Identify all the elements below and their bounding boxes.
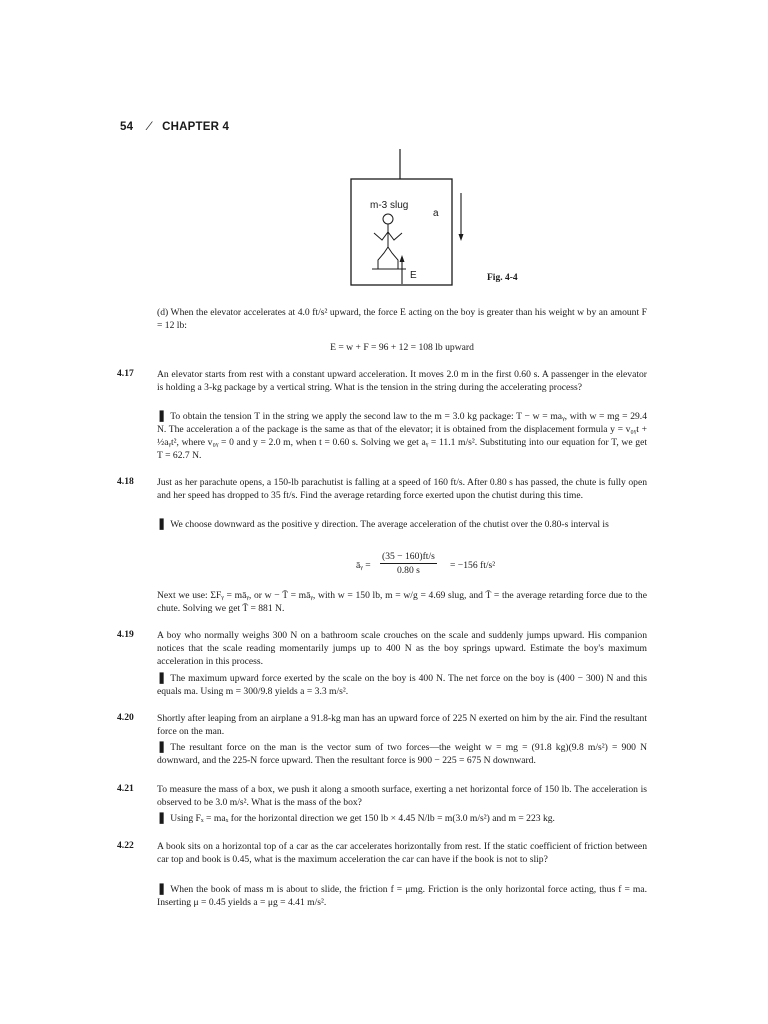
problem-solution <box>157 812 647 825</box>
page-header <box>120 121 229 133</box>
solution-marker: ❚ <box>157 410 167 422</box>
problem-question: Shortly after leaping from an airplane a 91.8-kg man has an upward force of 225 N exerted on him by the air. Find the resultant force on the man. <box>157 713 647 737</box>
solution-marker: ❚ <box>157 518 167 530</box>
problem-number: 4.18 <box>117 476 134 487</box>
solution-text: To obtain the tension T in the string we apply the second law to the m = 3.0 kg package: T − w = maᵧ, with w = mg = 29.4 N. The acceleration a of the package is the same as that of the elevator; it is obtained from the displacement formula y = v₀ᵧt + ½aᵧt², where v₀ᵧ = 0 and y = 2.0 m, when t = 0.60 s. Solving we get aᵧ = 11.1 m/s². Substituting into our equation for T, we get T = 62.7 N. <box>157 411 647 461</box>
boy-head <box>383 214 393 224</box>
equation-denominator: 0.80 s <box>396 565 420 576</box>
problem-question: Just as her parachute opens, a 150-lb parachutist is falling at a speed of 160 ft/s. After 0.80 s has passed, the chute is fully open and her speed has dropped to 35 ft/s. Find the average retarding force exerted upon the chutist during this time. <box>157 477 647 501</box>
problem-question: A book sits on a horizontal top of a car as the car accelerates horizontally from rest. If the static coefficient of friction between car top and book is 0.45, what is the maximum acceleration the car can have if the book is not to slip? <box>157 841 647 865</box>
solution-text: The resultant force on the man is the vector sum of two forces—the weight w = mg = (91.8 kg)(9.8 m/s²) = 900 N downward, and the 225-N force upward. Then the resultant force is 900 − 225 = 675 N downward. <box>157 742 647 766</box>
accel-label: a <box>433 208 439 219</box>
problem-solution <box>157 672 647 698</box>
mass-label: m-3 slug <box>370 200 409 211</box>
problem-number: 4.17 <box>117 368 134 379</box>
equation-rhs: = −156 ft/s² <box>450 560 496 571</box>
part-d-text: (d) When the elevator accelerates at 4.0 ft/s² upward, the force E acting on the boy is greater than his weight w by an amount F = 12 lb: <box>157 307 647 331</box>
problem-number: 4.21 <box>117 783 134 794</box>
problem-question: An elevator starts from rest with a constant upward acceleration. It moves 2.0 m in the first 0.60 s. A passenger in the elevator is holding a 3-kg package by a vertical string. What is the tension in the string during the accelerating process? <box>157 369 647 393</box>
chapter-title: CHAPTER 4 <box>162 121 230 133</box>
solution-text: Using Fₓ = maₓ for the horizontal direction we get 150 lb × 4.45 N/lb = m(3.0 m/s²) and m = 223 kg. <box>170 813 555 824</box>
part-d-equation: E = w + F = 96 + 12 = 108 lb upward <box>330 342 474 353</box>
solution-text: The maximum upward force exerted by the scale on the boy is 400 N. The net force on the boy is (400 − 300) N and this equals ma. Using m = 300/9.8 yields a = 3.3 m/s². <box>157 673 647 697</box>
problem-number: 4.22 <box>117 840 134 851</box>
boy-legs <box>378 247 398 269</box>
problem-solution <box>157 410 647 462</box>
solution-text: We choose downward as the positive y direction. The average acceleration of the chutist over the 0.80-s interval is <box>170 519 609 530</box>
force-arrowhead-E <box>400 255 405 262</box>
equation-fraction <box>380 551 437 576</box>
problem-solution <box>157 883 647 909</box>
solution-text: When the book of mass m is about to slide, the friction f = μmg. Friction is the only horizontal force acting, thus f = ma. Inserting μ = 0.45 yields a = μg = 4.41 m/s². <box>157 884 647 908</box>
force-label: E <box>410 270 417 281</box>
problem-number: 4.20 <box>117 712 134 723</box>
problem-solution: Next we use: ΣFᵧ = māᵧ, or w − T̄ = māᵧ, with w = 150 lb, m = w/g = 4.69 slug, and T̄ = the average retarding force due to the chute. Solving we get T̄ = 881 N. <box>157 590 647 614</box>
solution-marker: ❚ <box>157 672 167 684</box>
elevator-figure <box>330 145 480 287</box>
accel-arrowhead <box>459 234 464 241</box>
problem-question: A boy who normally weighs 300 N on a bathroom scale crouches on the scale and suddenly jumps upward. His companion notices that the scale reading momentarily jumps up to 400 N as the boy springs upward. Estimate the boy's maximum acceleration in this process. <box>157 630 647 667</box>
figure-caption: Fig. 4-4 <box>487 273 518 283</box>
equation-lhs: āᵧ = <box>356 560 371 571</box>
header-separator: ⁄ <box>148 121 151 133</box>
equation-numerator: (35 − 160)ft/s <box>382 551 435 562</box>
solution-marker: ❚ <box>157 883 167 895</box>
problem-number: 4.19 <box>117 629 134 640</box>
solution-marker: ❚ <box>157 741 167 753</box>
problem-solution <box>157 741 647 767</box>
problem-solution-intro <box>157 518 647 531</box>
problem-question: To measure the mass of a box, we push it along a smooth surface, exerting a net horizontal force of 150 lb. The acceleration is observed to be 3.0 m/s². What is the mass of the box? <box>157 784 647 808</box>
solution-marker: ❚ <box>157 812 167 824</box>
page-number: 54 <box>120 121 134 133</box>
